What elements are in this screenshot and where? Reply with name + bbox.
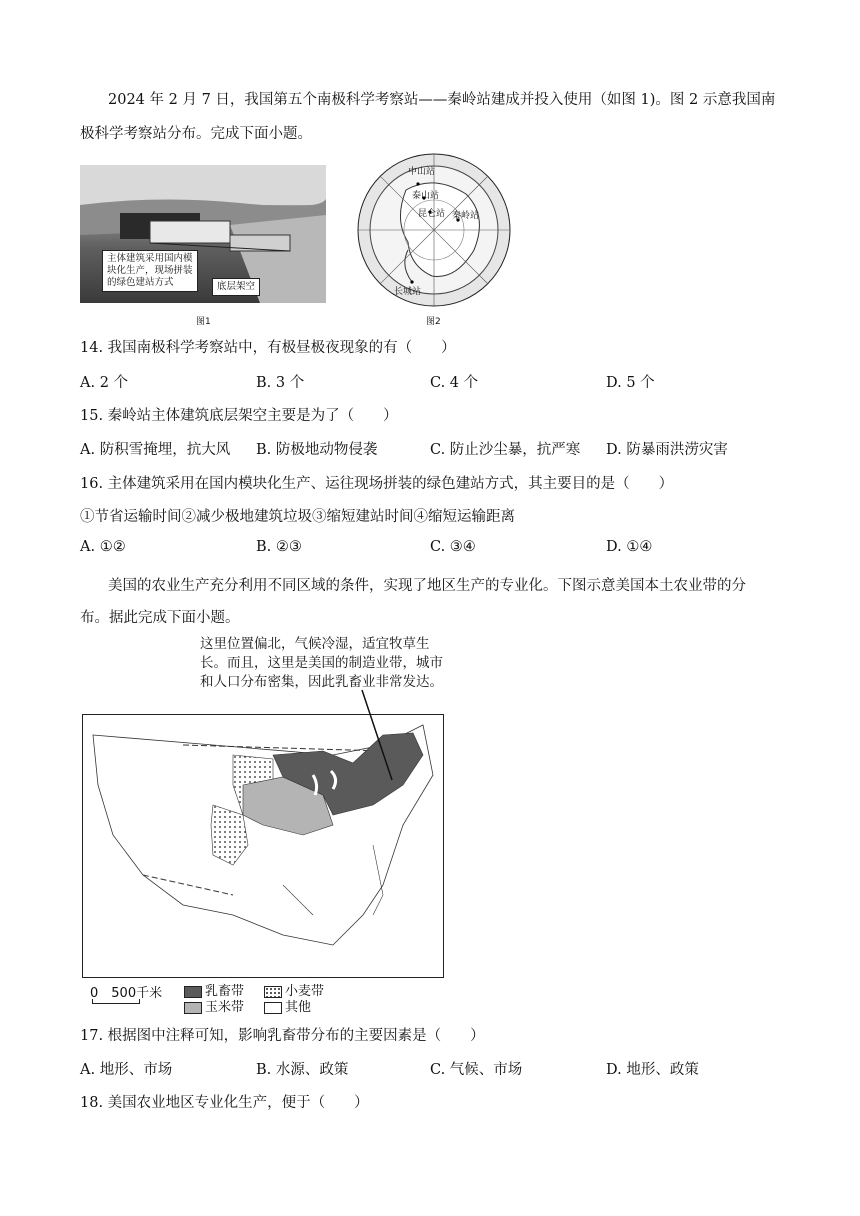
station-changcheng: 长城站: [394, 287, 422, 297]
legend-other-swatch: [264, 1002, 282, 1014]
q18-stem: 18. 美国农业地区专业化生产，便于（ ）: [80, 1095, 369, 1111]
q16-option-d[interactable]: D. ①④: [606, 539, 653, 555]
figure1-callout-main: 主体建筑采用国内模 块化生产，现场拼装 的绿色建站方式: [102, 250, 198, 292]
q14-option-c[interactable]: C. 4 个: [430, 375, 479, 391]
q17-option-d[interactable]: D. 地形、政策: [606, 1062, 699, 1078]
legend-corn-swatch: [184, 1002, 202, 1014]
legend-corn: 玉米带: [184, 996, 244, 1015]
intro1-line2: 极科学考察站分布。完成下面小题。: [80, 126, 312, 142]
station-qinling: 秦岭站: [452, 211, 480, 221]
q14-option-d[interactable]: D. 5 个: [606, 375, 655, 391]
q14-option-a[interactable]: A. 2 个: [80, 375, 129, 391]
figure1-callout-base: 底层架空: [212, 278, 260, 296]
q16-option-c[interactable]: C. ③④: [430, 539, 476, 555]
q15-option-c[interactable]: C. 防止沙尘暴，抗严寒: [430, 442, 581, 458]
legend-wheat: 小麦带: [264, 980, 324, 999]
q17-stem: 17. 根据图中注释可知，影响乳畜带分布的主要因素是（ ）: [80, 1028, 485, 1044]
scale-bar: [92, 999, 140, 1004]
q15-stem: 15. 秦岭站主体建筑底层架空主要是为了（ ）: [80, 408, 398, 424]
intro2-line2: 布。据此完成下面小题。: [80, 610, 240, 626]
q17-option-a[interactable]: A. 地形、市场: [80, 1062, 173, 1078]
q16-option-b[interactable]: B. ②③: [256, 539, 302, 555]
intro1-line1: 2024 年 2 月 7 日，我国第五个南极科学考察站——秦岭站建成并投入使用（如图 1)。图 2 示意我国南: [108, 92, 776, 108]
intro2-line1: 美国的农业生产充分利用不同区域的条件，实现了地区生产的专业化。下图示意美国本土农业带的分: [108, 578, 746, 594]
map-callout: 这里位置偏北，气候冷湿，适宜牧草生 长。而且，这里是美国的制造业带，城市 和人口分布密集，因此乳畜业非常发达。: [200, 636, 443, 690]
q17-option-c[interactable]: C. 气候、市场: [430, 1062, 523, 1078]
station-taishan: 泰山站: [412, 191, 440, 201]
figure2-label: 图2: [426, 317, 441, 327]
q15-option-d[interactable]: D. 防暴雨洪涝灾害: [606, 442, 728, 458]
q16-stem: 16. 主体建筑采用在国内模块化生产、运往现场拼装的绿色建站方式，其主要目的是（ ）: [80, 476, 674, 492]
legend-dairy: 乳畜带: [184, 980, 244, 999]
q14-stem: 14. 我国南极科学考察站中，有极昼极夜现象的有（ ）: [80, 340, 456, 356]
q17-option-b[interactable]: B. 水源、政策: [256, 1062, 349, 1078]
station-zhongshan: 中山站: [408, 167, 436, 177]
q15-option-a[interactable]: A. 防积雪掩埋，抗大风: [80, 442, 231, 458]
q14-option-b[interactable]: B. 3 个: [256, 375, 305, 391]
legend-other: 其他: [264, 996, 311, 1015]
figure1-label: 图1: [196, 317, 211, 327]
q16-option-a[interactable]: A. ①②: [80, 539, 126, 555]
q15-option-b[interactable]: B. 防极地动物侵袭: [256, 442, 378, 458]
station-kunlun: 昆仑站: [418, 209, 446, 219]
map-scale: 0 500千米: [90, 986, 163, 1001]
q16-sub-items: ①节省运输时间②减少极地建筑垃圾③缩短建站时间④缩短运输距离: [80, 509, 515, 525]
